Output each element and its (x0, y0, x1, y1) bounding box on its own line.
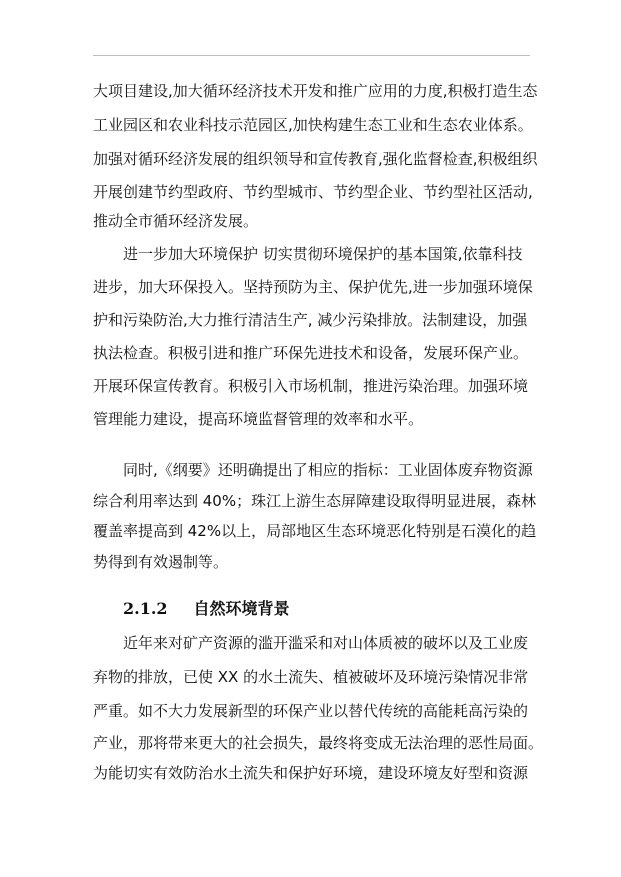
paragraph-3-line-1: 同时,《纲要》还明确提出了相应的指标：工业固体废弃物资源 (123, 461, 533, 479)
paragraph-3-line-2: 综合利用率达到 40%；珠江上游生态屏障建设取得明显进展，森林 (93, 492, 537, 510)
paragraph-2-line-1: 进一步加大环境保护 切实贯彻环境保护的基本国策,依靠科技 (123, 245, 523, 263)
paragraph-2-line-4: 执法检查。积极引进和推广环保先进技术和设备，发展环保产业。 (93, 344, 529, 362)
paragraph-2-line-5: 开展环保宣传教育。积极引入市场机制，推进污染治理。加强环境 (93, 377, 529, 395)
paragraph-3-line-4: 势得到有效遏制等。 (93, 553, 229, 571)
paragraph-4-line-1: 近年来对矿产资源的滥开滥采和对山体质被的破坏以及工业废 (123, 634, 529, 652)
paragraph-1-line-2: 工业园区和农业科技示范园区,加快构建生态工业和生态农业体系。 (93, 116, 533, 134)
paragraph-4-line-4: 产业，那将带来更大的社会损失，最终将变成无法治理的恶性局面。 (93, 734, 544, 752)
section-heading (123, 599, 290, 619)
paragraph-3-line-3: 覆盖率提高到 42%以上，局部地区生态环境恶化特别是石漠化的趋 (93, 522, 537, 540)
paragraph-1-line-4: 开展创建节约型政府、节约型城市、节约型企业、节约型社区活动, (93, 183, 533, 201)
paragraph-4-line-3: 严重。如不大力发展新型的环保产业以替代传统的高能耗高污染的 (93, 702, 529, 720)
paragraph-4-line-2: 弃物的排放，已使 XX 的水土流失、植被破坏及环境污染情况非常 (93, 668, 529, 686)
paragraph-2-line-2: 进步，加大环保投入。坚持预防为主、保护优先,进一步加强环境保 (93, 278, 533, 296)
section-title: 自然环境背景 (193, 599, 290, 618)
paragraph-1-line-5: 推动全市循环经济发展。 (93, 212, 259, 230)
section-number: 2.1.2 (123, 599, 168, 618)
paragraph-1-line-3: 加强对循环经济发展的组织领导和宣传教育,强化监督检查,积极组织 (93, 150, 538, 168)
paragraph-2-line-6: 管理能力建设，提高环境监督管理的效率和水平。 (93, 410, 424, 428)
header-rule (93, 55, 530, 56)
paragraph-2-line-3: 护和污染防治,大力推行清洁生产, 减少污染排放。法制建设，加强 (93, 311, 528, 329)
paragraph-4-line-5: 为能切实有效防治水土流失和保护好环境，建设环境友好型和资源 (93, 764, 529, 782)
paragraph-1-line-1: 大项目建设,加大循环经济技术开发和推广应用的力度,积极打造生态 (93, 82, 538, 100)
